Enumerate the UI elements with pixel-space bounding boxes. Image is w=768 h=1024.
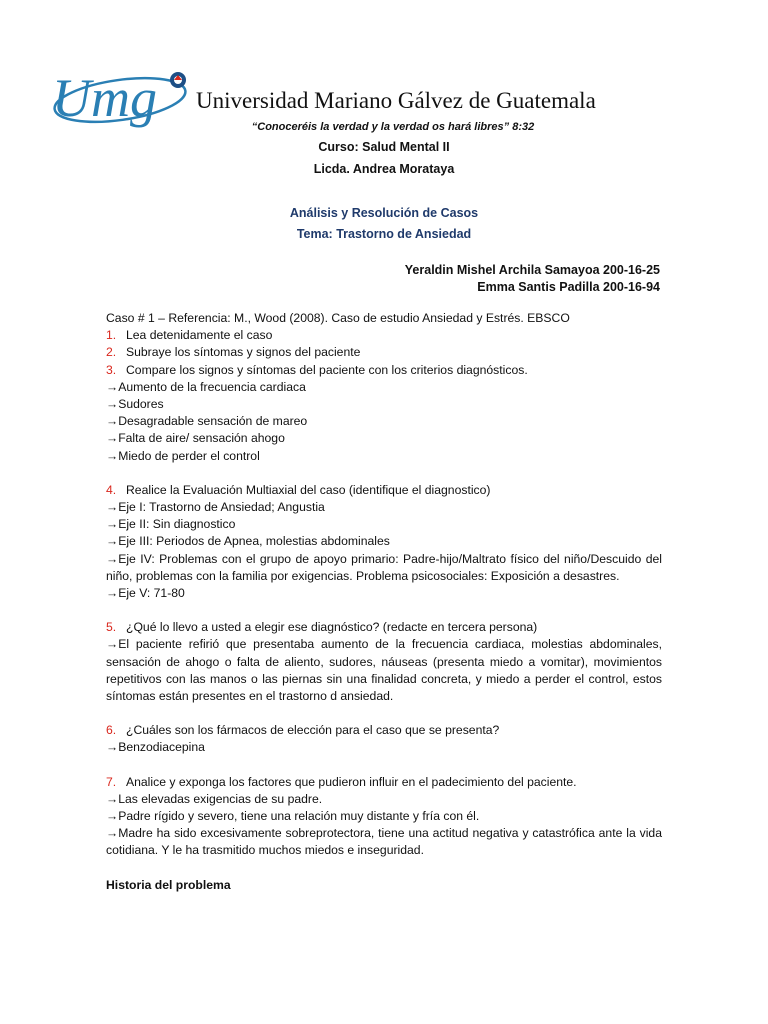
question-number: 6. bbox=[106, 723, 117, 738]
question-number: 5. bbox=[106, 620, 117, 635]
question-number: 2. bbox=[106, 345, 117, 360]
question-4 bbox=[106, 482, 662, 499]
question-number: 4. bbox=[106, 482, 117, 497]
question-text: Realice la Evaluación Multiaxial del caso (identifique el diagnostico) bbox=[126, 482, 491, 497]
logo-lettering: Umg bbox=[52, 68, 157, 128]
question-3 bbox=[106, 362, 662, 379]
question-1 bbox=[106, 327, 662, 344]
answer-line: →Falta de aire/ sensación ahogo bbox=[106, 431, 285, 446]
answer-line: →Sudores bbox=[106, 397, 164, 412]
answer-line: →Miedo de perder el control bbox=[106, 448, 260, 463]
answer-line: →Aumento de la frecuencia cardiaca bbox=[106, 379, 306, 394]
answer-line: →Desagradable sensación de mareo bbox=[106, 414, 308, 429]
question-text: Analice y exponga los factores que pudieron influir en el padecimiento del paciente. bbox=[126, 774, 577, 789]
author-line: Yeraldin Mishel Archila Samayoa 200-16-25 bbox=[404, 263, 660, 277]
question-6 bbox=[106, 722, 662, 739]
question-number: 3. bbox=[106, 362, 117, 377]
author-line: Emma Santis Padilla 200-16-94 bbox=[477, 280, 660, 294]
question-7 bbox=[106, 774, 662, 791]
question-5 bbox=[106, 619, 662, 636]
teacher-label: Licda. Andrea Morataya bbox=[313, 162, 455, 176]
answer-line: →Eje I: Trastorno de Ansiedad; Angustia bbox=[106, 500, 325, 515]
motto: “Conoceréis la verdad y la verdad os hará libres” 8:32 bbox=[251, 121, 535, 133]
answer-line: →Padre rígido y severo, tiene una relación muy distante y fría con él. bbox=[106, 809, 480, 824]
answer-line: →Benzodiacepina bbox=[106, 740, 205, 755]
document-title: Análisis y Resolución de Casos bbox=[289, 206, 479, 220]
authors-block bbox=[405, 262, 660, 296]
answer-paragraph: →Madre ha sido excesivamente sobreprotectora, tiene una actitud negativa y catastrófica ante la vida cotidiana. Y le ha trasmitido muchos miedos e inseguridad. bbox=[106, 826, 662, 858]
question-text: ¿Qué lo llevo a usted a elegir ese diagnóstico? (redacte en tercera persona) bbox=[126, 620, 538, 635]
answer-line: →Eje III: Periodos de Apnea, molestias abdominales bbox=[106, 534, 390, 549]
question-number: 7. bbox=[106, 774, 117, 789]
answer-line: →Las elevadas exigencias de su padre. bbox=[106, 791, 323, 806]
case-reference: Caso # 1 – Referencia: M., Wood (2008). Caso de estudio Ansiedad y Estrés. EBSCO bbox=[106, 311, 570, 325]
question-text: Compare los signos y síntomas del paciente con los criterios diagnósticos. bbox=[126, 362, 528, 377]
question-text: ¿Cuáles son los fármacos de elección para el caso que se presenta? bbox=[126, 723, 500, 738]
question-text: Subraye los síntomas y signos del paciente bbox=[126, 345, 361, 360]
answer-line: →Eje V: 71-80 bbox=[106, 586, 185, 601]
question-number: 1. bbox=[106, 328, 117, 343]
answer-paragraph: →Eje IV: Problemas con el grupo de apoyo primario: Padre-hijo/Maltrato físico del niño/Descuido del niño, problemas con la familia por exigencias. Problema psicosociales: Exposición a desastres. bbox=[106, 551, 662, 583]
question-text: Lea detenidamente el caso bbox=[126, 328, 273, 343]
topic-label: Tema: Trastorno de Ansiedad bbox=[296, 227, 472, 241]
course-label: Curso: Salud Mental II bbox=[318, 140, 450, 154]
answer-paragraph: →El paciente refirió que presentaba aumento de la frecuencia cardiaca, molestias abdominales, sensación de ahogo o falta de aliento, sudores, náuseas (presenta miedo a vomitar), movimientos repetitivos con las manos o las piernas sin una finalidad concreta, y miedo a perder el control, estos síntomas están presentes en el trastorno d ansiedad. bbox=[106, 637, 662, 704]
question-2 bbox=[106, 344, 662, 361]
section-heading: Historia del problema bbox=[106, 877, 231, 892]
answer-line: →Eje II: Sin diagnostico bbox=[106, 517, 236, 532]
university-title: Universidad Mariano Gálvez de Guatemala bbox=[196, 88, 596, 113]
document-body bbox=[106, 310, 662, 894]
